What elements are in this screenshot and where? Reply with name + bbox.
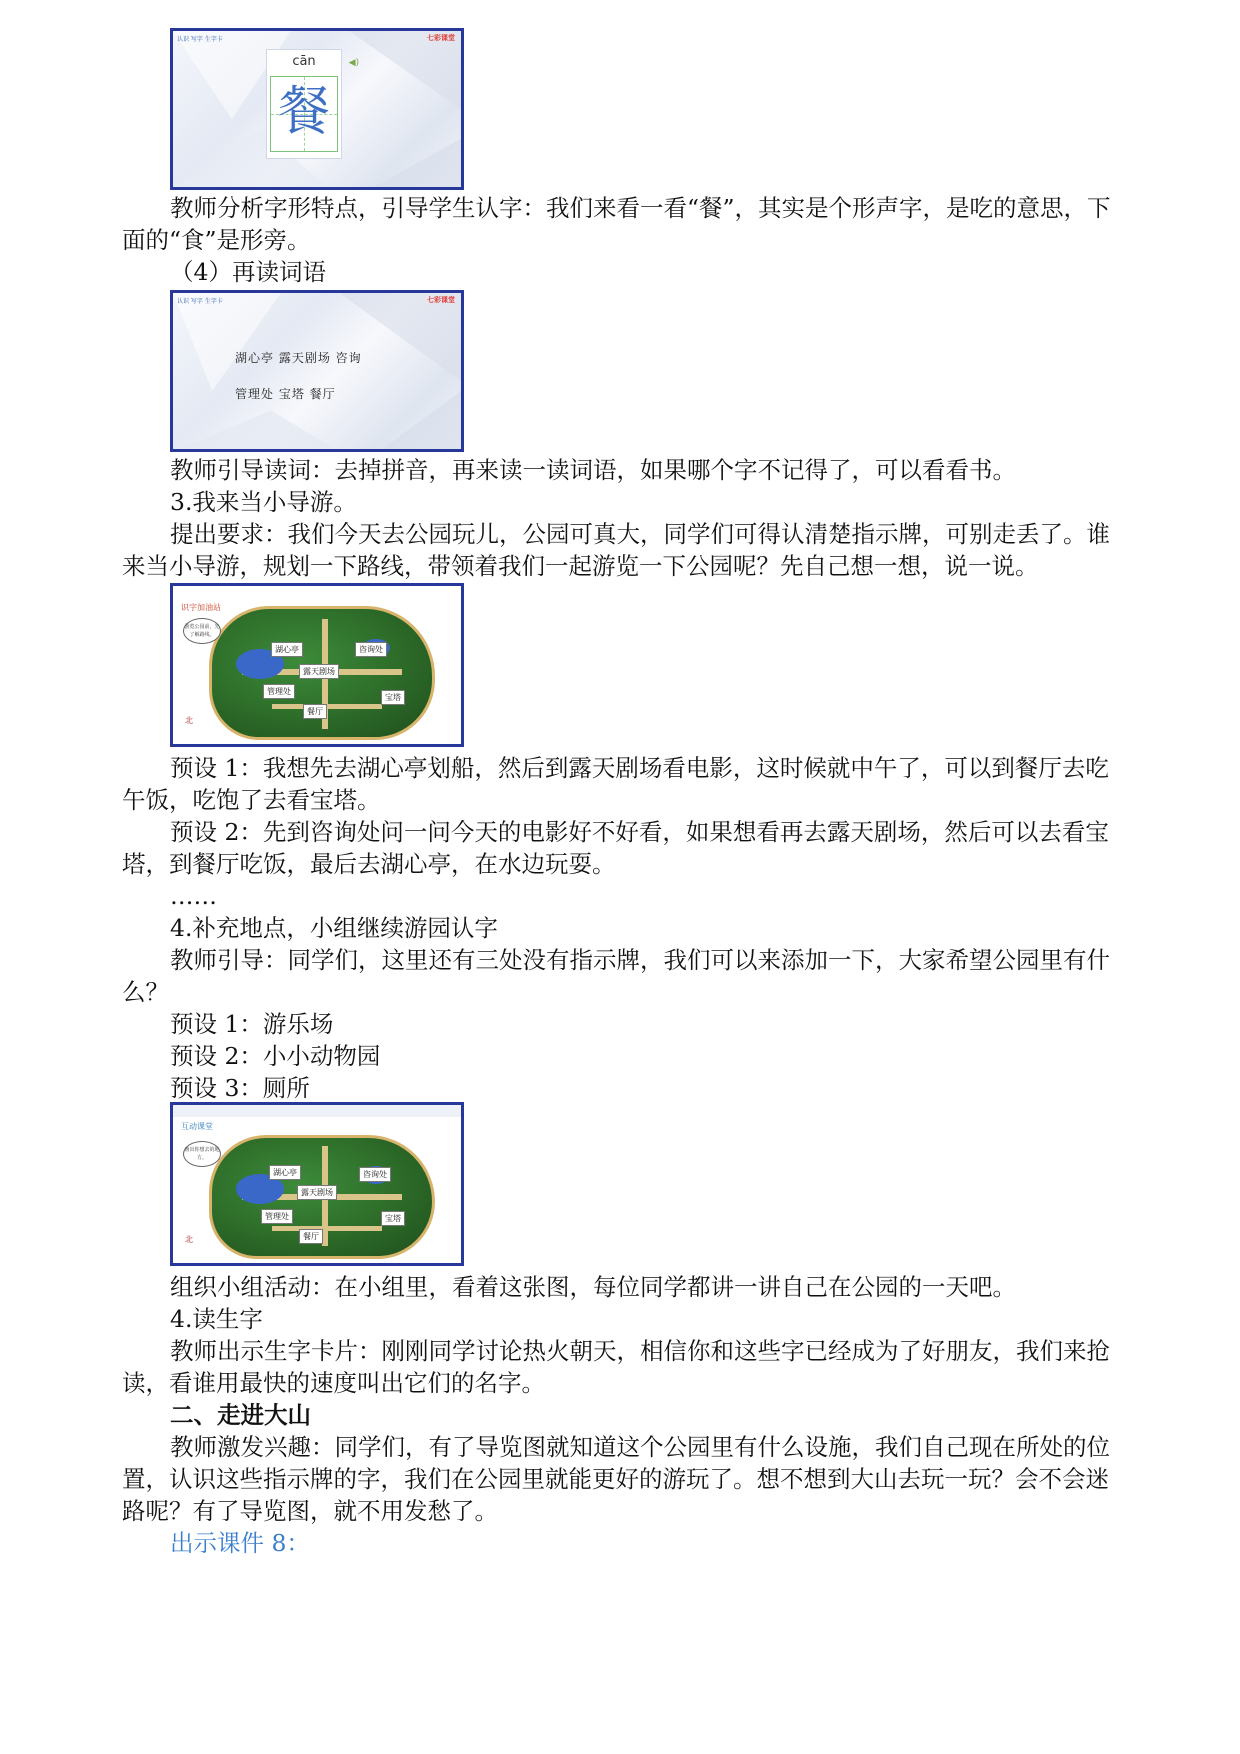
sign-baota: 宝塔 (381, 1211, 405, 1226)
paragraph: （4）再读词语 (170, 258, 326, 286)
slide-background (173, 293, 461, 452)
sign-huxinting: 湖心亭 (271, 642, 303, 657)
paragraph: 教师分析字形特点，引导学生认字：我们来看一看“餐”，其实是个形声字，是吃的意思，下面的“食”是形旁。 (122, 194, 1111, 254)
paragraph: 组织小组活动：在小组里，看着这张图，每位同学都讲一讲自己在公园的一天吧。 (170, 1273, 1016, 1301)
hint-bubble: 画出你想去的地方。 (183, 1141, 221, 1167)
paragraph: 预设 3：厕所 (170, 1074, 310, 1102)
word-line-1: 湖心亭 露天剧场 咨询 (235, 351, 362, 365)
paragraph: 教师引导：同学们，这里还有三处没有指示牌，我们可以来添加一下，大家希望公园里有什么？ (122, 946, 1110, 1006)
pinyin-label: cān (292, 54, 316, 69)
sign-canting: 餐厅 (303, 704, 327, 719)
character-card (266, 49, 359, 159)
slide-toolbar (173, 293, 461, 305)
speaker-icon[interactable]: ◀) (348, 58, 359, 68)
sign-canting: 餐厅 (299, 1229, 323, 1244)
paragraph: 预设 1：游乐场 (170, 1010, 334, 1038)
sign-zixunchu: 咨询处 (355, 642, 387, 657)
paragraph: 教师激发兴趣：同学们，有了导览图就知道这个公园里有什么设施，我们自己现在所处的位置，认识这些指示牌的字，我们在公园里就能更好的游玩了。想不想到大山去玩一玩？会不会迷路呢？有了导览图，就不用发愁了。 (122, 1433, 1110, 1525)
sign-guanlichu: 管理处 (263, 684, 295, 699)
word-line-2: 管理处 宝塔 餐厅 (235, 387, 336, 401)
sign-zixunchu: 咨询处 (359, 1167, 391, 1182)
brand-logo: 七彩课堂 (427, 296, 455, 304)
sign-lutianjuchang: 露天剧场 (297, 1185, 337, 1200)
slide-character-can (170, 28, 464, 190)
paragraph: 4.读生字 (170, 1305, 263, 1333)
brand-logo: 七彩课堂 (427, 34, 455, 42)
paragraph: 提出要求：我们今天去公园玩儿，公园可真大，同学们可得认清楚指示牌，可别走丢了。谁来当小导游，规划一下路线，带领着我们一起游览一下公园呢？先自己想一想，说一说。 (122, 520, 1110, 580)
hint-bubble: 游览公园前，先了解路线。 (183, 618, 221, 644)
slide-header: 互动课堂 (181, 1122, 213, 1131)
slide-park-map (170, 583, 464, 747)
slide-word-list (170, 290, 464, 452)
paragraph: …… (170, 882, 217, 910)
slide-tabs[interactable]: 认识 写字 生字卡 (177, 36, 223, 43)
paragraph: 4.补充地点，小组继续游园认字 (170, 914, 498, 942)
compass-icon: 北 (185, 716, 193, 725)
slide-toolbar (173, 31, 461, 43)
courseware-link[interactable]: 出示课件 8： (170, 1529, 310, 1557)
paragraph: 预设 2：小小动物园 (170, 1042, 381, 1070)
paragraph: 3.我来当小导游。 (170, 488, 357, 516)
paragraph: 教师引导读词：去掉拼音，再来读一读词语，如果哪个字不记得了，可以看看书。 (170, 456, 1016, 484)
paragraph: 教师出示生字卡片：刚刚同学讨论热火朝天，相信你和这些字已经成为了好朋友，我们来抢读，看谁用最快的速度叫出它们的名字。 (122, 1337, 1110, 1397)
big-character: 餐 (277, 82, 330, 142)
sign-baota: 宝塔 (381, 690, 405, 705)
section-heading: 二、走进大山 (170, 1401, 311, 1429)
slide-tabs[interactable]: 认识 写字 生字卡 (177, 298, 223, 305)
paragraph: 预设 1：我想先去湖心亭划船，然后到露天剧场看电影，这时候就中午了，可以到餐厅去吃午饭，吃饱了去看宝塔。 (122, 754, 1109, 814)
compass-icon: 北 (185, 1235, 193, 1244)
sign-lutianjuchang: 露天剧场 (299, 664, 339, 679)
paragraph: 预设 2：先到咨询处问一问今天的电影好不好看，如果想看再去露天剧场，然后可以去看宝塔，到餐厅吃饭，最后去湖心亭，在水边玩耍。 (122, 818, 1109, 878)
sign-huxinting: 湖心亭 (269, 1165, 301, 1180)
slide-toolbar (173, 1105, 461, 1117)
sign-guanlichu: 管理处 (261, 1209, 293, 1224)
slide-interactive-map (170, 1102, 464, 1266)
slide-header: 识字加油站 (181, 603, 221, 612)
